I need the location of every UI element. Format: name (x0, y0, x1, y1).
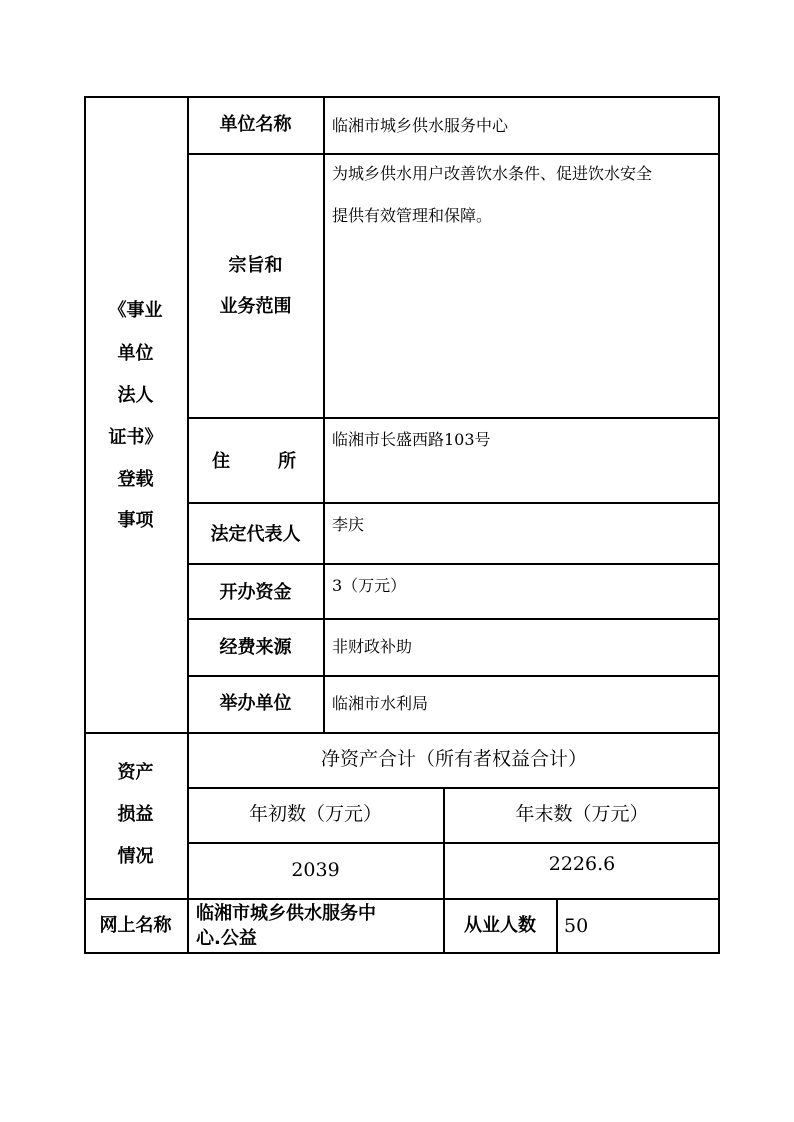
staff-count-value: 50 (564, 915, 589, 937)
divider (84, 732, 720, 734)
address-label-left: 住 (212, 451, 230, 472)
side-label-line: 登载 (117, 469, 154, 490)
assets-side-label-line: 情况 (117, 846, 154, 867)
divider (187, 675, 720, 677)
side-label-line: 事项 (117, 510, 154, 531)
end-year-value: 2226.6 (548, 853, 616, 875)
divider (84, 898, 720, 900)
unit-name-value: 临湘市城乡供水服务中心 (332, 116, 509, 135)
side-label-line: 证书》 (108, 427, 163, 448)
assets-side-label-line: 资产 (117, 762, 154, 783)
divider (187, 842, 720, 844)
online-name-label: 网上名称 (99, 915, 172, 936)
funds-label: 开办资金 (219, 582, 292, 603)
sponsor-label: 举办单位 (219, 693, 292, 714)
begin-year-value: 2039 (291, 859, 340, 881)
funds-value: 3（万元） (332, 576, 407, 595)
funding-source-label: 经费来源 (219, 637, 292, 658)
divider (187, 787, 720, 789)
divider (556, 898, 558, 954)
side-label-line: 《事业 (108, 300, 163, 321)
begin-year-header: 年初数（万元） (248, 803, 382, 825)
end-year-header: 年末数（万元） (515, 803, 649, 825)
online-name-value-line: 心.公益 (196, 928, 257, 949)
address-label-right: 所 (278, 451, 296, 472)
unit-name-label: 单位名称 (219, 114, 292, 135)
purpose-label-line: 宗旨和 (228, 255, 283, 276)
address-value: 临湘市长盛西路103号 (332, 430, 491, 449)
legal-rep-label: 法定代表人 (210, 524, 301, 545)
divider (323, 96, 325, 732)
online-name-value-line: 临湘市城乡供水服务中 (196, 903, 376, 924)
divider (187, 502, 720, 504)
legal-rep-value: 李庆 (332, 515, 365, 534)
divider (187, 96, 189, 954)
side-label-line: 单位 (117, 343, 154, 364)
purpose-value-line: 提供有效管理和保障。 (332, 206, 493, 225)
sponsor-value: 临湘市水利局 (332, 694, 429, 713)
purpose-label-line: 业务范围 (219, 296, 292, 317)
divider (187, 618, 720, 620)
funding-source-value: 非财政补助 (332, 637, 413, 656)
assets-side-label-line: 损益 (117, 804, 154, 825)
divider (187, 417, 720, 419)
purpose-value-line: 为城乡供水用户改善饮水条件、促进饮水安全 (332, 164, 653, 183)
net-assets-header: 净资产合计（所有者权益合计） (320, 748, 587, 770)
divider (187, 563, 720, 565)
registration-form-table (84, 96, 720, 954)
staff-count-label: 从业人数 (464, 915, 536, 936)
divider (187, 153, 720, 155)
side-label-line: 法人 (117, 385, 154, 406)
